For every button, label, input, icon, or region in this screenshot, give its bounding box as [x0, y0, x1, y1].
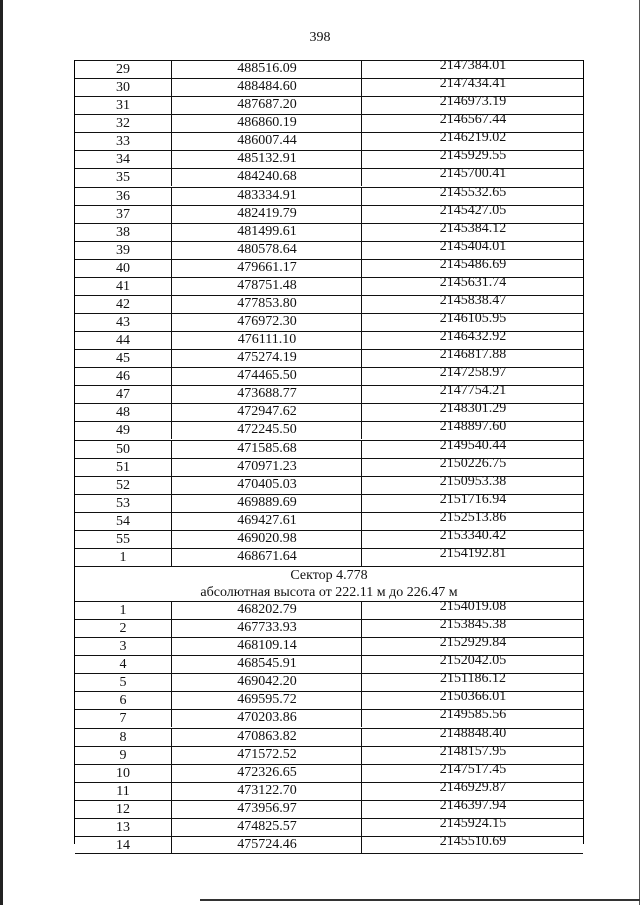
point-number-cell: 5	[119, 675, 127, 691]
table-row	[75, 833, 583, 854]
y-coordinate-cell: 2149585.56	[361, 709, 584, 727]
point-number-cell: 6	[119, 693, 127, 709]
y-coordinate-cell: 2152042.05	[361, 655, 584, 673]
y-coordinate-cell: 2145384.12	[361, 223, 584, 241]
point-number-cell: 2	[119, 621, 127, 636]
x-coordinate-cell: 470203.86	[171, 709, 362, 727]
x-coordinate-cell: 472326.65	[171, 764, 362, 782]
table-row	[75, 96, 583, 114]
x-coordinate-cell: 470405.03	[171, 476, 362, 494]
y-coordinate-cell: 2145532.65	[361, 187, 584, 205]
table-row	[75, 743, 583, 764]
point-number-cell: 45	[116, 351, 130, 367]
point-number-cell: 55	[116, 531, 130, 547]
coordinates-table	[74, 58, 584, 853]
x-coordinate-cell: 469427.61	[171, 512, 362, 530]
y-coordinate-cell: 2146219.02	[361, 132, 584, 150]
point-number-cell: 52	[116, 477, 130, 493]
table-row	[75, 220, 583, 241]
y-coordinate-cell: 2147517.45	[361, 764, 584, 782]
table-row	[75, 403, 583, 421]
x-coordinate-cell: 469889.69	[171, 494, 362, 512]
y-coordinate-cell: 2147434.41	[361, 78, 584, 96]
y-coordinate-cell: 2154019.08	[361, 601, 584, 619]
table-row	[75, 637, 583, 655]
scan-edge-left	[0, 0, 3, 905]
x-coordinate-cell: 470971.23	[171, 458, 362, 476]
table-row	[75, 527, 583, 548]
y-coordinate-cell: 2151716.94	[361, 494, 584, 512]
x-coordinate-cell: 480578.64	[171, 241, 362, 259]
y-coordinate-cell: 2146432.92	[361, 331, 584, 349]
y-coordinate-cell: 2153340.42	[361, 530, 584, 548]
y-coordinate-cell: 2146105.95	[361, 313, 584, 331]
point-number-cell: 29	[116, 62, 130, 77]
x-coordinate-cell: 479661.17	[171, 259, 362, 277]
table-row	[75, 292, 583, 313]
point-number-cell: 9	[119, 747, 127, 763]
point-number-cell: 1	[119, 549, 127, 565]
point-number-cell: 39	[116, 242, 130, 258]
scan-edge-bottom	[200, 899, 640, 901]
point-number-cell: 53	[116, 495, 130, 511]
x-coordinate-cell: 473688.77	[171, 385, 362, 403]
y-coordinate-cell: 2150953.38	[361, 476, 584, 494]
y-coordinate-cell: 2145631.74	[361, 277, 584, 295]
table-row	[75, 491, 583, 512]
point-number-cell: 42	[116, 296, 130, 312]
y-coordinate-cell: 2146929.87	[361, 782, 584, 800]
point-number-cell: 46	[116, 369, 130, 385]
x-coordinate-cell: 482419.79	[171, 205, 362, 223]
table-row	[75, 114, 583, 132]
y-coordinate-cell: 2152929.84	[361, 637, 584, 655]
table-row	[75, 545, 583, 566]
y-coordinate-cell: 2148848.40	[361, 728, 584, 746]
point-number-cell: 12	[116, 801, 130, 817]
x-coordinate-cell: 488516.09	[171, 60, 362, 78]
y-coordinate-cell: 2154192.81	[361, 548, 584, 566]
point-number-cell: 50	[116, 441, 130, 457]
y-coordinate-cell: 2148157.95	[361, 746, 584, 764]
point-number-cell: 10	[116, 765, 130, 781]
y-coordinate-cell: 2153845.38	[361, 619, 584, 637]
table-row	[75, 437, 583, 458]
point-number-cell: 30	[116, 80, 130, 96]
point-number-cell: 43	[116, 315, 130, 330]
point-number-cell: 7	[119, 711, 127, 727]
point-number-cell: 8	[119, 729, 127, 745]
table-row	[75, 256, 583, 277]
point-number-cell: 4	[119, 657, 127, 673]
table-row	[75, 331, 583, 349]
x-coordinate-cell: 481499.61	[171, 223, 362, 241]
y-coordinate-cell: 2145700.41	[361, 168, 584, 186]
x-coordinate-cell: 472947.62	[171, 403, 362, 421]
point-number-cell: 35	[116, 170, 130, 186]
table-row	[75, 815, 583, 836]
y-coordinate-cell: 2150226.75	[361, 458, 584, 476]
table-row	[75, 150, 583, 168]
table-row	[75, 238, 583, 259]
point-number-cell: 41	[116, 278, 130, 294]
table-row	[75, 313, 583, 331]
y-coordinate-cell: 2145924.15	[361, 818, 584, 836]
table-row	[75, 619, 583, 637]
point-number-cell: 3	[119, 639, 127, 655]
table-row	[75, 709, 583, 727]
y-coordinate-cell: 2145838.47	[361, 295, 584, 313]
table-row	[75, 132, 583, 150]
x-coordinate-cell: 471572.52	[171, 746, 362, 764]
y-coordinate-cell: 2146567.44	[361, 114, 584, 132]
y-coordinate-cell: 2152513.86	[361, 512, 584, 530]
point-number-cell: 33	[116, 134, 130, 150]
x-coordinate-cell: 468202.79	[171, 601, 362, 619]
table-row	[75, 367, 583, 385]
table-row	[75, 60, 583, 78]
x-coordinate-cell: 468109.14	[171, 637, 362, 655]
table-row	[75, 274, 583, 295]
y-coordinate-cell: 2147258.97	[361, 367, 584, 385]
x-coordinate-cell: 485132.91	[171, 150, 362, 168]
y-coordinate-cell: 2145510.69	[361, 836, 584, 854]
x-coordinate-cell: 484240.68	[171, 168, 362, 186]
sector-title: Сектор 4.778	[290, 568, 368, 583]
y-coordinate-cell: 2146397.94	[361, 800, 584, 818]
y-coordinate-cell: 2147384.01	[361, 60, 584, 78]
y-coordinate-cell: 2145929.55	[361, 150, 584, 168]
table-row	[75, 184, 583, 205]
x-coordinate-cell: 468671.64	[171, 548, 362, 566]
point-number-cell: 34	[116, 152, 130, 168]
point-number-cell: 36	[116, 188, 130, 204]
sector-altitude: абсолютная высота от 222.11 м до 226.47 м	[200, 585, 458, 600]
point-number-cell: 48	[116, 405, 130, 421]
x-coordinate-cell: 469042.20	[171, 673, 362, 691]
point-number-cell: 32	[116, 116, 130, 132]
y-coordinate-cell: 2147754.21	[361, 385, 584, 403]
x-coordinate-cell: 487687.20	[171, 96, 362, 114]
x-coordinate-cell: 483334.91	[171, 187, 362, 205]
x-coordinate-cell: 468545.91	[171, 655, 362, 673]
y-coordinate-cell: 2148897.60	[361, 421, 584, 439]
x-coordinate-cell: 478751.48	[171, 277, 362, 295]
table-row	[75, 761, 583, 782]
x-coordinate-cell: 477853.80	[171, 295, 362, 313]
y-coordinate-cell: 2150366.01	[361, 691, 584, 709]
y-coordinate-cell: 2148301.29	[361, 403, 584, 421]
table-row	[75, 779, 583, 800]
table-row	[75, 473, 583, 494]
x-coordinate-cell: 474825.57	[171, 818, 362, 836]
table-row	[75, 691, 583, 709]
point-number-cell: 40	[116, 260, 130, 276]
point-number-cell: 13	[116, 819, 130, 835]
point-number-cell: 44	[116, 333, 130, 348]
point-number-cell: 1	[119, 603, 127, 618]
table-row	[75, 725, 583, 746]
table-row	[75, 202, 583, 223]
y-coordinate-cell: 2145486.69	[361, 259, 584, 277]
table-row	[75, 455, 583, 476]
table-row	[75, 601, 583, 619]
x-coordinate-cell: 486007.44	[171, 132, 362, 150]
x-coordinate-cell: 473122.70	[171, 782, 362, 800]
y-coordinate-cell: 2151186.12	[361, 673, 584, 691]
x-coordinate-cell: 471585.68	[171, 440, 362, 458]
table-row	[75, 168, 583, 186]
x-coordinate-cell: 486860.19	[171, 114, 362, 132]
point-number-cell: 51	[116, 459, 130, 475]
point-number-cell: 31	[116, 98, 130, 114]
table-row	[75, 797, 583, 818]
x-coordinate-cell: 467733.93	[171, 619, 362, 637]
y-coordinate-cell: 2145427.05	[361, 205, 584, 223]
x-coordinate-cell: 475724.46	[171, 836, 362, 854]
point-number-cell: 49	[116, 423, 130, 439]
point-number-cell: 14	[116, 837, 130, 853]
y-coordinate-cell: 2146817.88	[361, 349, 584, 367]
table-row	[75, 78, 583, 96]
x-coordinate-cell: 469595.72	[171, 691, 362, 709]
sector-header	[75, 566, 583, 601]
y-coordinate-cell: 2145404.01	[361, 241, 584, 259]
x-coordinate-cell: 475274.19	[171, 349, 362, 367]
table-row	[75, 421, 583, 439]
y-coordinate-cell: 2149540.44	[361, 440, 584, 458]
point-number-cell: 47	[116, 387, 130, 403]
point-number-cell: 38	[116, 224, 130, 240]
page-number: 398	[309, 30, 331, 45]
table-row	[75, 509, 583, 530]
table-row	[75, 673, 583, 691]
point-number-cell: 54	[116, 513, 130, 529]
point-number-cell: 37	[116, 206, 130, 222]
x-coordinate-cell: 469020.98	[171, 530, 362, 548]
y-coordinate-cell: 2146973.19	[361, 96, 584, 114]
table-row	[75, 385, 583, 403]
x-coordinate-cell: 473956.97	[171, 800, 362, 818]
x-coordinate-cell: 488484.60	[171, 78, 362, 96]
x-coordinate-cell: 472245.50	[171, 421, 362, 439]
x-coordinate-cell: 476972.30	[171, 313, 362, 331]
x-coordinate-cell: 476111.10	[171, 331, 362, 349]
point-number-cell: 11	[116, 783, 130, 799]
table-row	[75, 655, 583, 673]
x-coordinate-cell: 470863.82	[171, 728, 362, 746]
x-coordinate-cell: 474465.50	[171, 367, 362, 385]
table-row	[75, 349, 583, 367]
